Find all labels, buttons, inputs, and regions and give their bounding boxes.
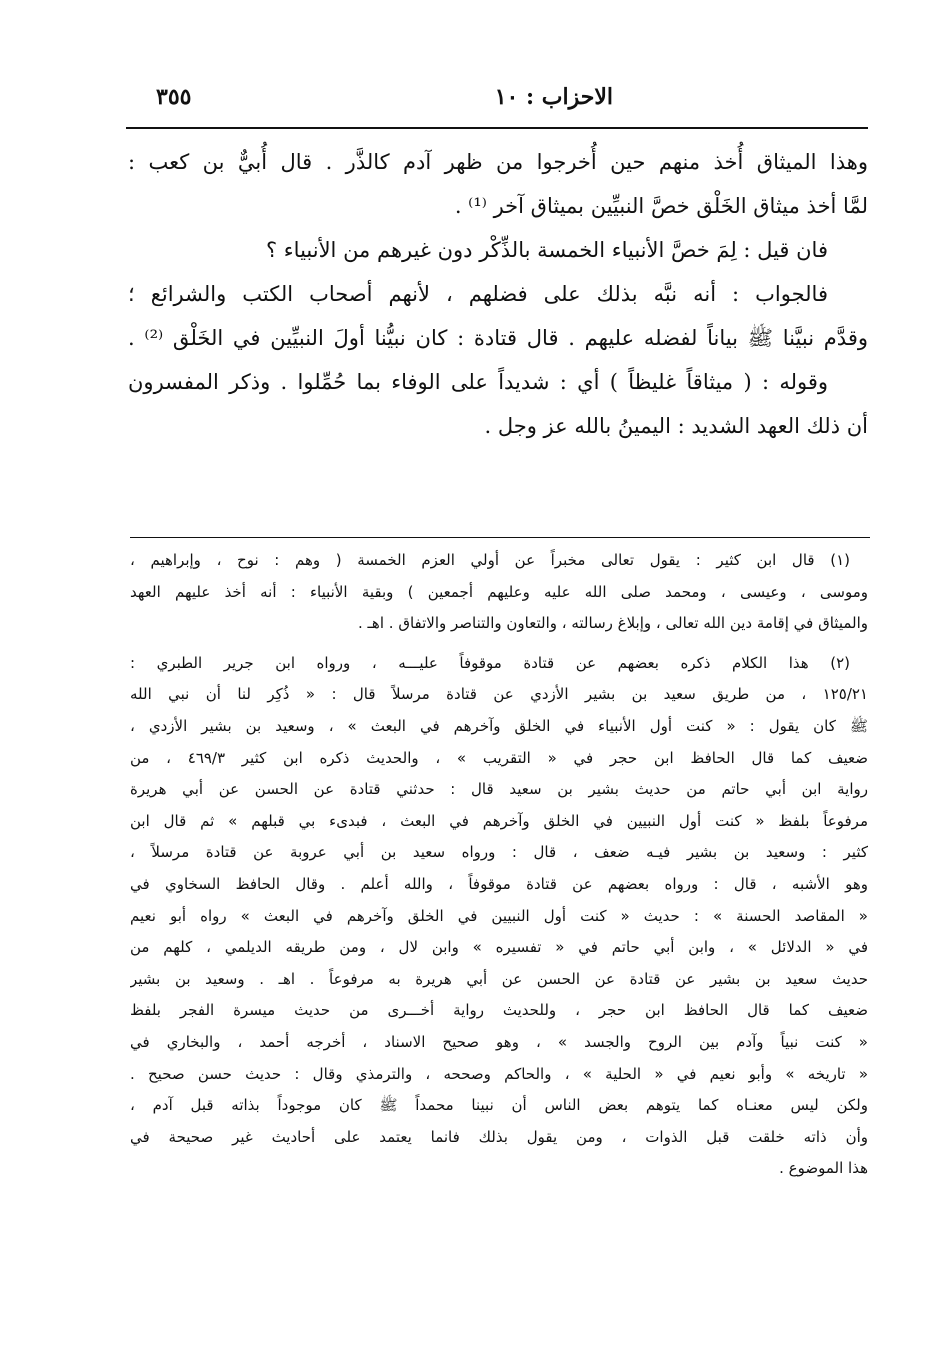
running-title: الاحزاب : ١٠	[494, 84, 613, 110]
footnote-line: ﷺ كان يقول : « كنت أول الأنبياء في الخلق وآخرهم في البعث » ، وسعيد بن بشير الأزدي ،	[130, 716, 868, 735]
footnote-line: وهو الأشبه ، قال : ورواه بعضهم عن قتادة موقوفاً ، والله أعلم . وقال الحافظ السخاوي في	[130, 874, 868, 893]
footnote-line: في « الدلائل » ، وابن أبي حاتم في « تفسيره » وابن لال ، ومن طريقه الديلمي ، كلهم من	[130, 938, 868, 957]
footnote-line: وموسى ، وعيسى ، ومحمد صلى الله عليه وعليهم أجمعين ) وبقية الأنبياء : أنه أخذ عليهم العهد	[130, 582, 868, 601]
footnote-rule	[130, 537, 870, 538]
footnote-line: مرفوعاً بلفظ « كنت أول النبيين في الخلق وآخرهم في البعث ، فبدىء بي قبلهم » ثم قال ابن	[130, 811, 868, 830]
main-text	[128, 140, 868, 448]
footnote-line: ضعيف كما قال الحافظ ابن حجر في « التقريب » ، والحديث ذكره ابن كثير ٤٦٩/٣ ، من	[130, 748, 868, 767]
page-number: ٣٥٥	[156, 84, 192, 110]
main-text-line: فالجواب : أنه نبَّه بذلك على فضلهم ، لأنهم أصحاب الكتب والشرائع ؛	[128, 282, 828, 306]
footnote-line: هذا الموضوع .	[779, 1159, 868, 1178]
main-text-line: وقدَّم نبيَّنا ﷺ بياناً لفضله عليهم . قال قتادة : كان نبيُّنا أولَ النبيِّين في الخَلْق ⁽²⁾ .	[128, 326, 868, 350]
main-text-line: لمَّا أخذ ميثاق الخَلْق خصَّ النبيِّين بميثاق آخر ⁽¹⁾ .	[454, 194, 868, 218]
footnote-line: (٢) هذا الكلام ذكره بعضهم عن قتادة موقوفاً عليـــه ، ورواه ابن جرير الطبري :	[130, 653, 850, 672]
footnote-line: ضعيف كما قال الحافظ ابن حجر ، وللحديث رواية أخـــرى من حديث ميسرة الفجر بلفظ	[130, 1001, 868, 1020]
header-rule	[126, 127, 868, 129]
footnote-line: ولكن ليس معنـاه كما يتوهم بعض الناس أن نبينا محمداً ﷺ كان موجوداً بذاته قبل آدم ،	[130, 1096, 868, 1115]
footnote-line: كثير : وسعيد بن بشير فيـه ضعف ، قال : ورواه سعيد بن أبي عروبة عن قتادة مرسلاً ،	[130, 843, 868, 862]
footnote-1	[130, 545, 868, 640]
footnote-line: « تاريخه » وأبو نعيم في « الحلية » ، والحاكم وصححه ، والترمذي وقال : حديث حسن صحيح .	[130, 1064, 868, 1083]
main-text-line: أن ذلك العهد الشديد : اليمينُ بالله عز وجل .	[484, 414, 868, 438]
page-header	[128, 84, 868, 124]
footnote-line: رواية ابن أبي حاتم من حديث بشير بن سعيد قال : حدثني قتادة عن الحسن عن أبي هريرة	[130, 780, 868, 799]
footnote-line: « كنت نبياً وآدم بين الروح والجسد » ، وهو صحيح الاسناد ، أخرجه أحمد ، والبخاري في	[130, 1032, 868, 1051]
main-text-line: وهذا الميثاق أُخذ منهم حين أُخرجوا من ظهر آدم كالذَّر . قال أُبيٌّ بن كعب :	[128, 150, 868, 174]
footnote-2	[130, 648, 868, 1185]
footnote-line: (١) قال ابن كثير : يقول تعالى مخبراً عن أولي العزم الخمسة ( وهم : نوح ، وإبراهيم ،	[130, 551, 850, 569]
footnote-line: والميثاق في إقامة دين الله تعالى ، وإبلاغ رسالته ، والتعاون والتناصر والاتفاق . اهـ .	[358, 614, 868, 633]
footnote-line: « المقاصد الحسنة » : حديث « كنت أول النبيين في الخلق وآخرهم في البعث » رواه أبو نعيم	[130, 906, 868, 925]
footnote-line: ١٢٥/٢١ ، من طريق سعيد بن بشير الأزدي عن قتادة مرسلاً قال : « ذُكِر لنا أن نبي الله	[130, 685, 868, 704]
main-text-line: فان قيل : لِمَ خصَّ الأنبياء الخمسة بالذِّكْر دون غيرهم من الأنبياء ؟	[265, 238, 828, 262]
footnote-line: حديث سعيد بن بشير عن قتادة عن الحسن عن أبي هريرة به مرفوعاً . اهـ . وسعيد بن بشير	[130, 969, 868, 988]
main-text-line: وقوله : ( ميثاقاً غليظاً ) أي : شديداً على الوفاء بما حُمِّلوا . وذكر المفسرون	[128, 370, 828, 394]
footnote-line: وأن ذاته خلقت قبل الذوات ، ومن يقول بذلك فانما يعتمد على أحاديث غير صحيحة في	[130, 1127, 868, 1146]
footnote-gap	[130, 640, 868, 648]
footnotes	[130, 545, 868, 1185]
